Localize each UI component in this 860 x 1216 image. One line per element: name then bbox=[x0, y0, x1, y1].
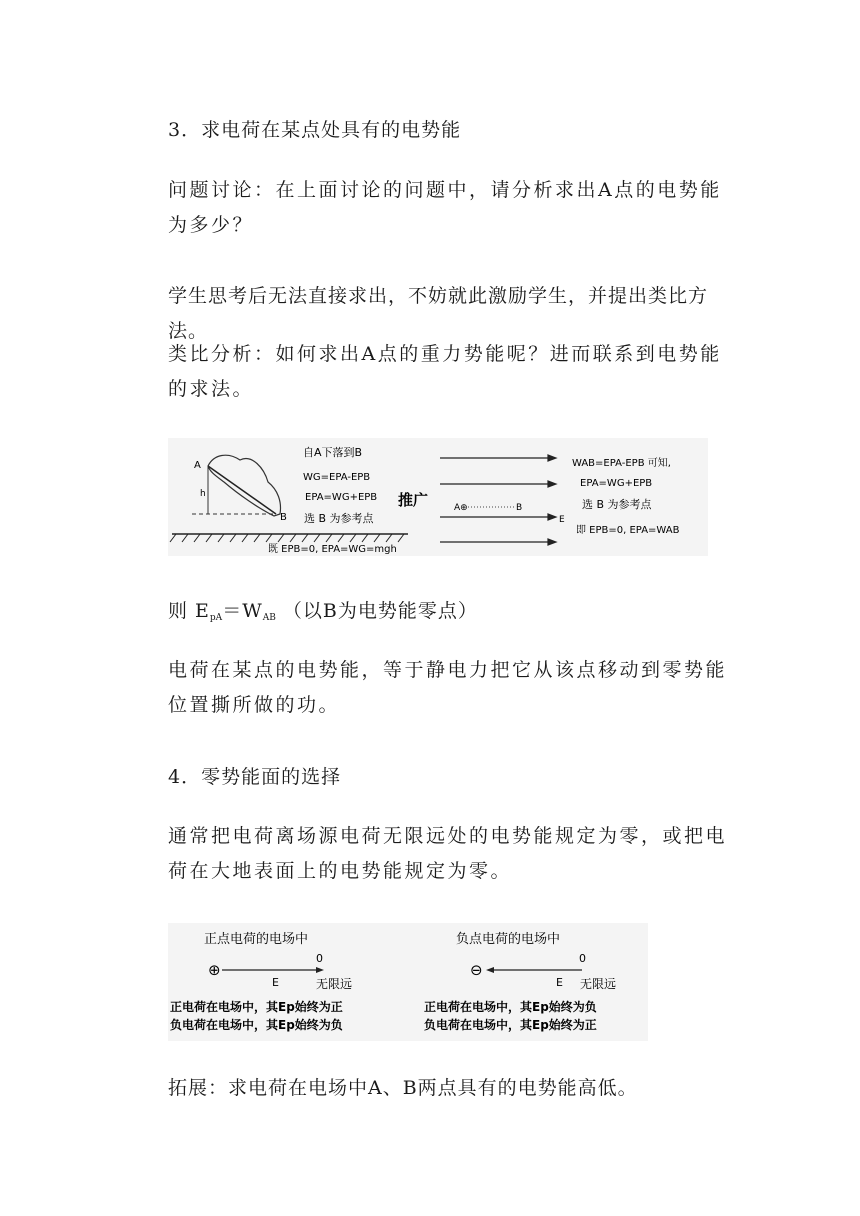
negative-field-line1: 正电荷在电场中，其Ep始终为负 bbox=[424, 1000, 597, 1014]
positive-field-line2: 负电荷在电场中，其Ep始终为负 bbox=[170, 1018, 343, 1032]
negative-field-title: 负点电荷的电场中 bbox=[456, 932, 561, 947]
gravity-analogy-figure bbox=[168, 438, 708, 556]
field-lines bbox=[440, 455, 556, 545]
negative-infinity-label: 无限远 bbox=[580, 977, 617, 991]
negative-e-label: E bbox=[556, 976, 563, 989]
negative-field-line2: 负电荷在电场中，其Ep始终为正 bbox=[424, 1018, 597, 1032]
wg-equation: WG=EPA-EPB bbox=[303, 472, 371, 483]
slope-line bbox=[208, 466, 276, 514]
zero-potential-figure bbox=[168, 923, 648, 1041]
gravity-result: 既 EPB=0, EPA=WG=mgh bbox=[268, 544, 397, 555]
electric-result: 即 EPB=0, EPA=WAB bbox=[576, 525, 680, 536]
label-b: B bbox=[280, 512, 287, 523]
negative-charge-icon: ⊖ bbox=[470, 961, 483, 979]
choose-b: 选 B 为参考点 bbox=[304, 512, 374, 525]
ground-hatching bbox=[170, 534, 404, 542]
positive-zero-label: 0 bbox=[316, 952, 323, 965]
positive-charge-icon: ⊕ bbox=[208, 961, 221, 979]
epa-equation-2: EPA=WG+EPB bbox=[580, 478, 653, 489]
discussion-paragraph: 问题讨论：在上面讨论的问题中，请分析求出A点的电势能为多少？ bbox=[168, 179, 722, 236]
section-4-title: 4．零势能面的选择 bbox=[168, 766, 342, 788]
positive-e-label: E bbox=[272, 976, 279, 989]
formula-line: 则 $E_{pA}=W_{AB}$ （以B为电势能零点） bbox=[168, 600, 478, 623]
hill-shape bbox=[208, 455, 281, 516]
gravity-title: 自A下落到B bbox=[303, 446, 363, 459]
zero-rule-paragraph: 通常把电荷离场源电荷无限远处的电势能规定为零，或把电荷在大地表面上的电势能规定为零。 bbox=[168, 825, 728, 882]
charge-a: A⊕ bbox=[454, 503, 468, 513]
positive-infinity-label: 无限远 bbox=[316, 977, 353, 991]
choose-b-2: 选 B 为参考点 bbox=[582, 498, 652, 511]
charge-b: B bbox=[516, 503, 523, 513]
label-e: E bbox=[559, 515, 565, 525]
positive-field-line1: 正电荷在电场中，其Ep始终为正 bbox=[170, 1000, 343, 1014]
positive-field-title: 正点电荷的电场中 bbox=[204, 932, 309, 947]
analogy-paragraph: 类比分析：如何求出A点的重力势能呢？进而联系到电势能的求法。 bbox=[168, 343, 722, 400]
definition-paragraph: 电荷在某点的电势能，等于静电力把它从该点移动到零势能位置撕所做的功。 bbox=[168, 659, 728, 716]
student-note: 学生思考后无法直接求出，不妨就此激励学生，并提出类比方法。 bbox=[168, 285, 709, 342]
epa-equation: EPA=WG+EPB bbox=[305, 492, 378, 503]
negative-zero-label: 0 bbox=[579, 952, 586, 965]
label-a: A bbox=[194, 460, 201, 471]
section-3-title: 3．求电荷在某点处具有的电势能 bbox=[168, 119, 462, 141]
tuiguang-label: 推广 bbox=[398, 491, 429, 509]
extension-paragraph: 拓展：求电荷在电场中A、B两点具有的电势能高低。 bbox=[168, 1077, 638, 1099]
wab-equation: WAB=EPA-EPB 可知, bbox=[572, 458, 671, 469]
label-h: h bbox=[200, 489, 206, 499]
